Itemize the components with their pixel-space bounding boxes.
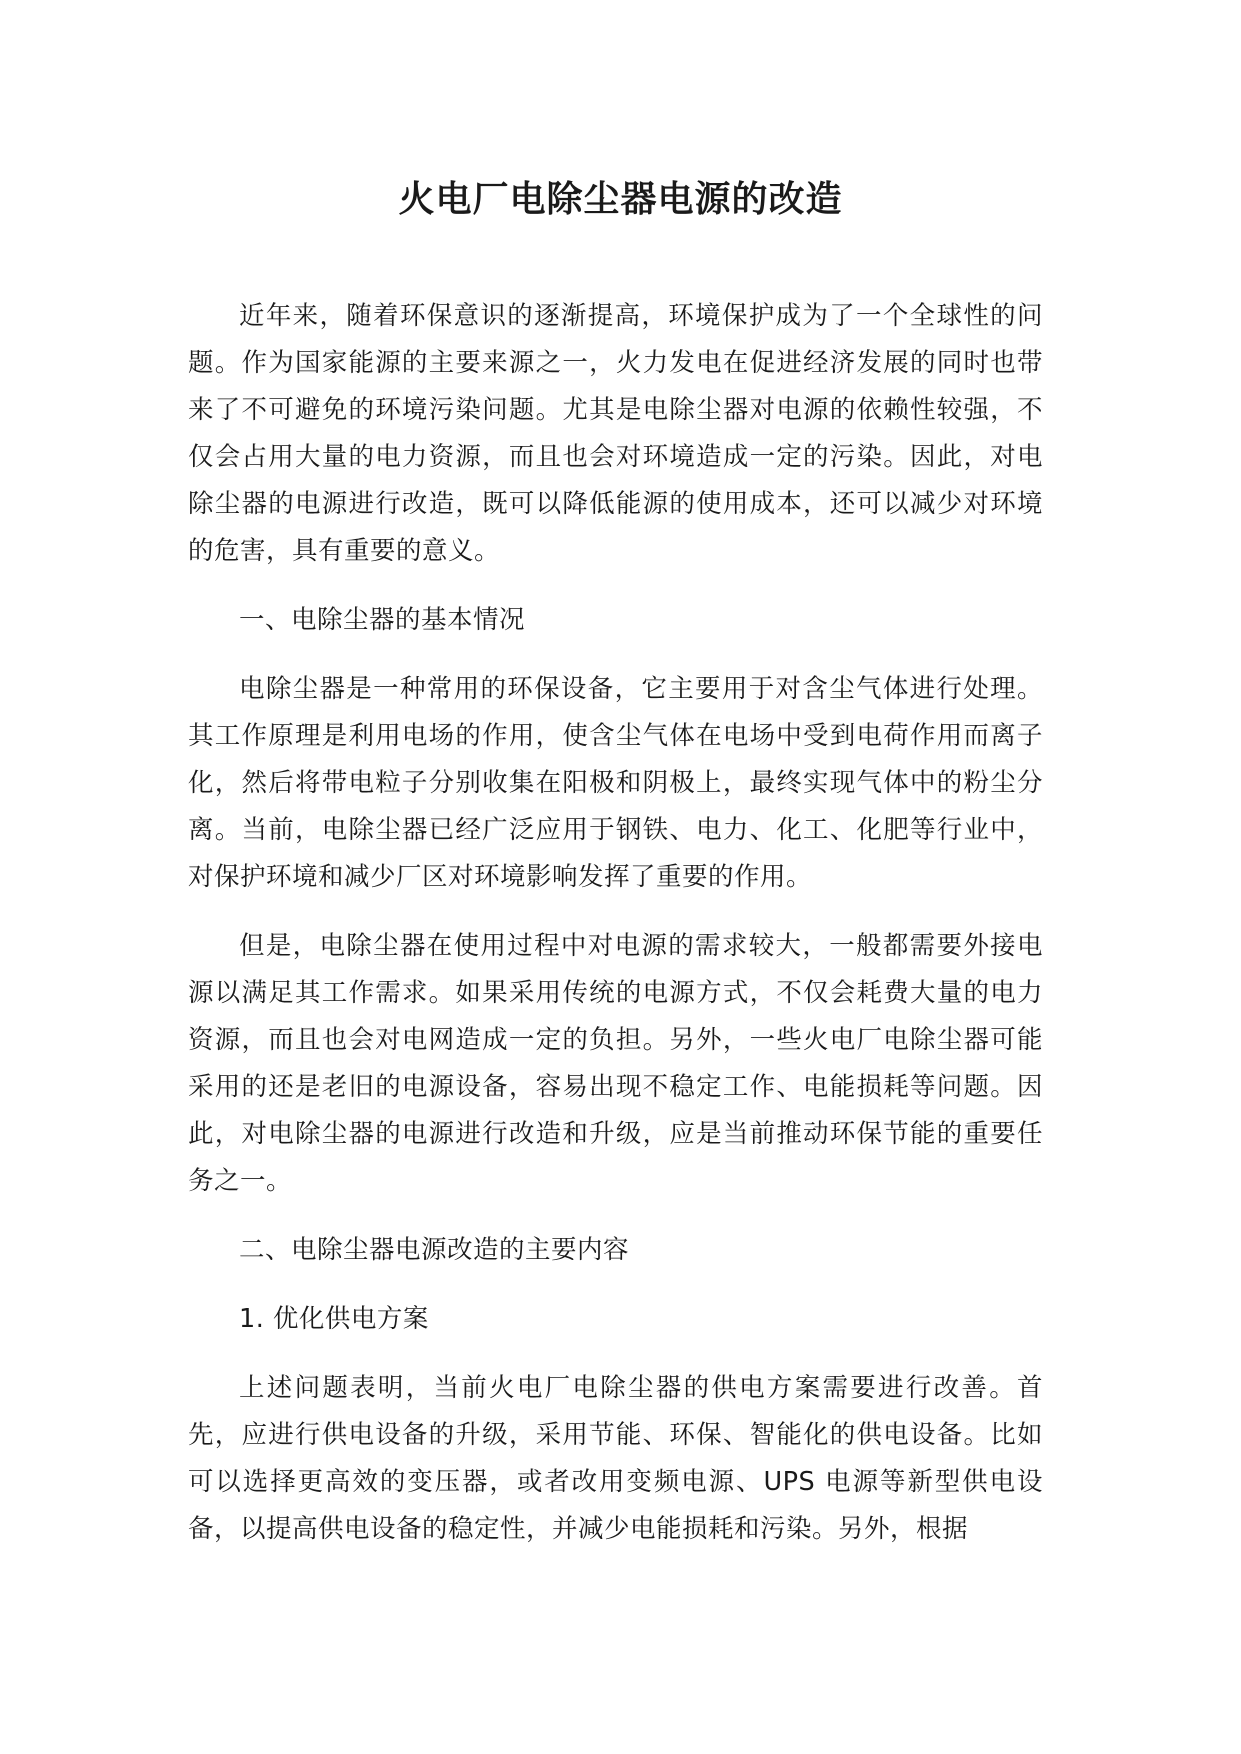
paragraph-supply-plan: 上述问题表明，当前火电厂电除尘器的供电方案需要进行改善。首先，应进行供电设备的升级，采用节能、环保、智能化的供电设备。比如可以选择更高效的变压器，或者改用变频电源、UPS 电源等新型供电设备，以提高供电设备的稳定性，并减少电能损耗和污染。另外，根据 (188, 1373, 1043, 1544)
document-title: 火电厂电除尘器电源的改造 (398, 179, 843, 220)
section-heading-1: 一、电除尘器的基本情况 (239, 605, 526, 635)
subsection-heading-1: 1. 优化供电方案 (239, 1304, 429, 1334)
document-body (188, 293, 1043, 1575)
paragraph-principle: 电除尘器是一种常用的环保设备，它主要用于对含尘气体进行处理。其工作原理是利用电场的作用，使含尘气体在电场中受到电荷作用而离子化，然后将带电粒子分别收集在阳极和阴极上，最终实现气体中的粉尘分离。当前，电除尘器已经广泛应用于钢铁、电力、化工、化肥等行业中，对保护环境和减少厂区对环境影响发挥了重要的作用。 (188, 674, 1043, 892)
paragraph-problem: 但是，电除尘器在使用过程中对电源的需求较大，一般都需要外接电源以满足其工作需求。如果采用传统的电源方式，不仅会耗费大量的电力资源，而且也会对电网造成一定的负担。另外，一些火电厂电除尘器可能采用的还是老旧的电源设备，容易出现不稳定工作、电能损耗等问题。因此，对电除尘器的电源进行改造和升级，应是当前推动环保节能的重要任务之一。 (188, 931, 1043, 1196)
section-heading-2: 二、电除尘器电源改造的主要内容 (239, 1235, 630, 1265)
paragraph-intro: 近年来，随着环保意识的逐渐提高，环境保护成为了一个全球性的问题。作为国家能源的主要来源之一，火力发电在促进经济发展的同时也带来了不可避免的环境污染问题。尤其是电除尘器对电源的依赖性较强，不仅会占用大量的电力资源，而且也会对环境造成一定的污染。因此，对电除尘器的电源进行改造，既可以降低能源的使用成本，还可以减少对环境的危害，具有重要的意义。 (188, 301, 1043, 566)
